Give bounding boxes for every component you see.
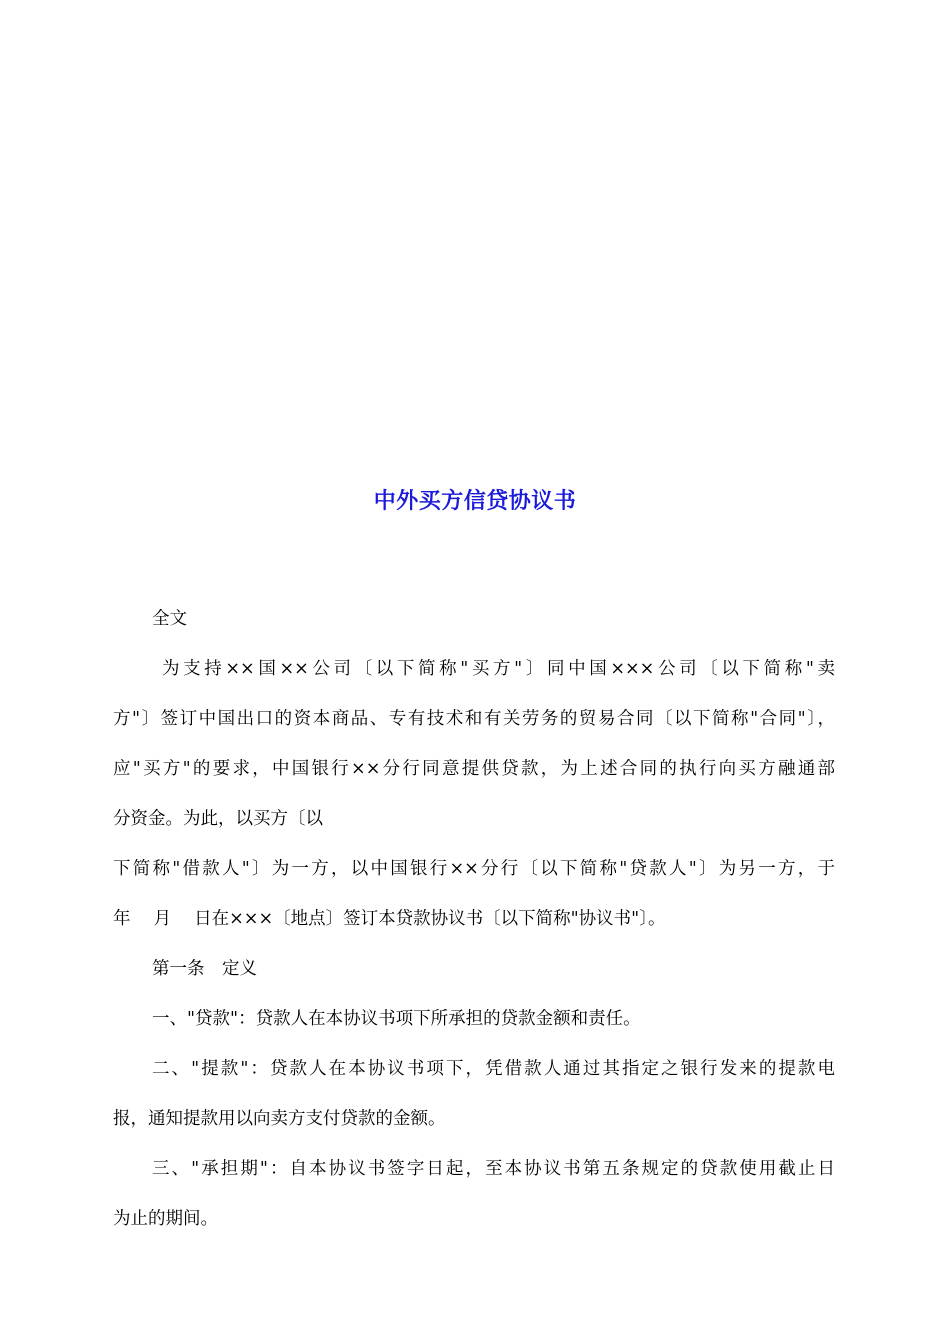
- document-title: 中外买方信贷协议书: [373, 488, 577, 514]
- definition-item: 三、"承担期"：自本协议书签字日起，至本协议书第五条规定的贷款使用截止日: [152, 1159, 835, 1179]
- section-label-fulltext: 全文: [152, 609, 187, 629]
- definition-item: 二、"提款"：贷款人在本协议书项下，凭借款人通过其指定之银行发来的提款电: [152, 1059, 835, 1079]
- paragraph-line: 下简称"借款人"〕为一方，以中国银行××分行〔以下简称"贷款人"〕为另一方，于: [113, 859, 835, 879]
- paragraph-line: 方"〕签订中国出口的资本商品、专有技术和有关劳务的贸易合同〔以下简称"合同"〕，: [113, 709, 835, 729]
- article-heading: 第一条 定义: [152, 959, 257, 979]
- paragraph-line: 分资金。为此，以买方〔以: [113, 809, 323, 829]
- paragraph-line: 应"买方"的要求，中国银行××分行同意提供贷款，为上述合同的执行向买方融通部: [113, 759, 835, 779]
- definition-item-continued: 为止的期间。: [113, 1209, 218, 1229]
- paragraph-line: 年 月 日在×××〔地点〕签订本贷款协议书〔以下简称"协议书"〕。: [113, 909, 666, 929]
- definition-item-continued: 报，通知提款用以向卖方支付贷款的金额。: [113, 1109, 446, 1129]
- definition-item: 一、"贷款"：贷款人在本协议书项下所承担的贷款金额和责任。: [152, 1009, 641, 1029]
- paragraph-line: 为支持××国××公司〔以下简称"买方"〕同中国×××公司〔以下简称"卖: [162, 659, 835, 679]
